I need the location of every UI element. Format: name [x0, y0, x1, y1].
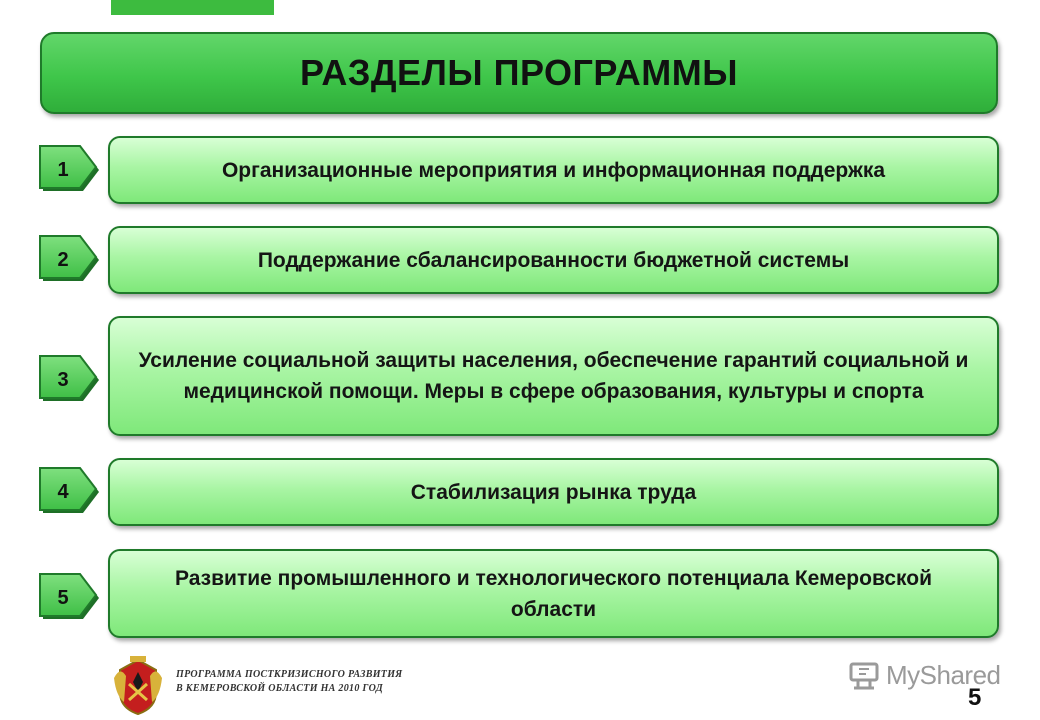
- section-number: 3: [57, 368, 69, 391]
- shared-logo-icon: [848, 660, 880, 690]
- section-item-3: [108, 316, 999, 436]
- section-item-4: [108, 458, 999, 526]
- page-number: 5: [968, 684, 982, 711]
- section-item-1: [108, 136, 999, 204]
- section-number: 2: [57, 248, 69, 271]
- section-number: 1: [57, 158, 69, 181]
- section-badge-4: [39, 467, 101, 517]
- footer-program-title: [176, 668, 476, 696]
- section-text: Поддержание сбалансированности бюджетной системы: [257, 248, 850, 272]
- section-text: Развитие промышленного и технологического потенциала Кемеровской области: [175, 566, 932, 621]
- section-badge-5: [39, 573, 101, 623]
- section-number: 4: [57, 480, 69, 503]
- section-text: Стабилизация рынка труда: [410, 480, 697, 504]
- section-badge-2: [39, 235, 101, 285]
- section-item-2: [108, 226, 999, 294]
- page-title: РАЗДЕЛЫ ПРОГРАММЫ: [300, 52, 738, 93]
- title-banner: [40, 32, 998, 114]
- footer-line-2: В КЕМЕРОВСКОЙ ОБЛАСТИ НА 2010 ГОД: [176, 683, 384, 694]
- watermark-text: MyShared: [886, 659, 1001, 690]
- section-number: 5: [57, 586, 69, 609]
- top-accent-strip: [111, 0, 274, 15]
- section-text: Усиление социальной защиты населения, обеспечение гарантий социальной и медицинской помощи. Меры в сфере образования, культуры и спорта: [138, 349, 969, 403]
- footer-line-1: ПРОГРАММА ПОСТКРИЗИСНОГО РАЗВИТИЯ: [176, 669, 403, 680]
- section-badge-1: [39, 145, 101, 195]
- section-badge-3: [39, 355, 101, 405]
- section-item-5: [108, 549, 999, 638]
- coat-of-arms-icon: [112, 656, 164, 716]
- section-text: Организационные мероприятия и информационная поддержка: [221, 158, 886, 182]
